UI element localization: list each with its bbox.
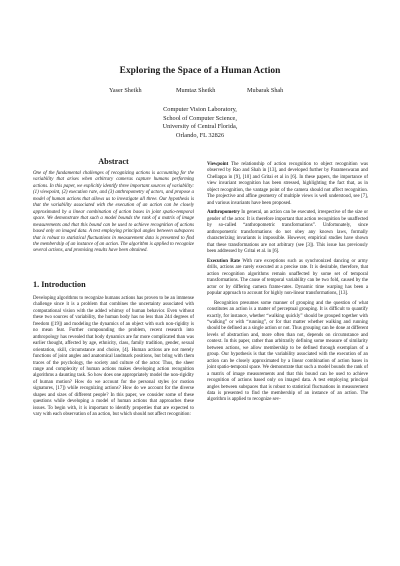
runin-heading: Execution Rate <box>207 258 241 264</box>
paragraph-execution-rate <box>207 259 368 298</box>
author-2: Mumtaz Sheikh <box>176 87 216 94</box>
paragraph-text: With rare exceptions such as synchronized dancing or army drills, actions are rarely executed at a precise rate. It is desirable, therefore, that action recognition algorithms remain unaffected by some set of temporal transformations. The cause of temporal variability can be two fold, caused by the actor or by differing camera frame-rates. Dynamic time warping has been a popular approach to account for highly non-linear transformations, [13]. <box>207 258 368 296</box>
paragraph-recognition <box>207 301 368 404</box>
author-3: Mubarak Shah <box>247 87 284 94</box>
paragraph-text: Recognition presumes some manner of grouping and the question of what constitutes an action is a matter of perceptual grouping. It is difficult to quantify exactly, for instance, whether “walking quickly” should be grouped together with “walking” or with “running”, or for that matter whether walking and running should be defined as a single action or not. Thus grouping can be done at different levels of abstraction and, more often than not, depends on circumstance and context. In this paper, rather than arbitrarily defining some measure of similarity between actions, we allow membership to be defined through exemplars of a group. Our hypothesis is that the variability associated with the execution of an action can be closely approximated by a linear combination of action bases in joint spatio-temporal space. We demonstrate that such a model bounds the rank of a matrix of image measurements and that this bound can be used to achieve recognition of actions based only on imaged data. A test employing principal angles between subspaces that is robust to statistical fluctuations in measurement data is presented to find the membership of an instance of an action. The algorithm is applied to recognize sev- <box>207 300 368 403</box>
section-heading-introduction: 1. Introduction <box>33 280 86 289</box>
abstract-text: One of the fundamental challenges of recognizing actions is accounting for the variability that arises when arbitrary cameras capture humans performing actions. In this paper, we explicitly identify three important sources of variability: (1) viewpoint, (2) execution rate, and (3) anthropometry of actors, and propose a model of human actions that allows us to investigate all three. Our hypothesis is that the variability associated with the execution of an action can be closely approximated by a linear combination of action bases in joint spatio-temporal space. We demonstrate that such a model bounds the rank of a matrix of image measurements and that this bound can be used to achieve recognition of actions based only on imaged data. A test employing principal angles between subspaces that is robust to statistical fluctuations in measurement data is presented to find the membership of an instance of an action. The algorithm is applied to recognize several actions, and promising results have been obtained. <box>33 171 194 254</box>
affiliation-line: Orlando, FL 32826 <box>175 131 225 139</box>
abstract-body <box>33 171 194 258</box>
paper-title: Exploring the Space of a Human Action <box>119 66 281 76</box>
paragraph-text: The relationship of action recognition to object recognition was observed by Rao and Shah in [13], and developed further by Parameswaran and Chellappa in [9], [10] and Gritai et al in [6]. In these papers, the importance of view invariant recognition has been stressed, highlighting the fact that, as in object recognition, the vantage point of the camera should not affect recognition. The projective and affine geometry of multiple views is well understood, see [7], and various invariants have been proposed. <box>207 162 368 206</box>
paragraph-text: In general, an action can be executed, irrespective of the size or gender of the actor. It is therefore important that action recognition be unaffected by so-called “anthropometric transformations”. Unfortunately, since anthropometric transformations do not obey any known laws, formally characterizing invariants is impossible. However, empirical studies have shown that these transformations are not arbitrary (see [3]). This issue has previously been addressed by Gritai et al. in [6]. <box>207 210 368 255</box>
intro-paragraph: Developing algorithms to recognize humans actions has proven to be an immense challenge since it is a problem that combines the uncertainty associated with computational vision with the added whimsy of human behavior. Even without these two sources of variability, the human body has no less than 244 degrees of freedom ([19]) and modeling the dynamics of an object with such non-rigidity is no mean feat. Further compounding the problem, recent research into anthropology has revealed that body dynamics are far more complicated than was earlier thought, affected by age, ethnicity, class, family tradition, gender, sexual orientation, skill, circumstance and choice, [4]. Human actions are not merely functions of joint angles and anatomical landmark positions, but bring with them traces of the psychology, the society and culture of the actor. Thus, the sheer range and complexity of human actions makes developing action recognition algorithms a daunting task. So how does one appropriately model the non-rigidity of human motion? How do we account for the personal styles (or motion signatures, [17]) while recognizing actions? How do we account for the diverse shapes and sizes of different people? In this paper, we consider some of these questions while developing a model of human actions that approaches these issues. To begin with, it is important to identify properties that are expected to vary with each observation of an action, but which should not affect recognition: <box>33 296 194 418</box>
author-1: Yaser Sheikh <box>109 87 142 94</box>
paragraph-anthropometry <box>207 210 368 255</box>
affiliation-line: Computer Vision Laboratory, <box>163 106 237 113</box>
affiliation-line: School of Computer Science, <box>163 114 237 122</box>
introduction-body <box>33 296 194 422</box>
runin-heading: Anthropometry <box>207 210 240 216</box>
affiliation-line: University of Central Florida, <box>162 123 238 130</box>
runin-heading: Viewpoint <box>207 162 229 167</box>
abstract-heading: Abstract <box>98 157 129 166</box>
affiliation <box>0 106 400 140</box>
paragraph-viewpoint <box>207 162 368 207</box>
right-column <box>207 162 368 407</box>
author-list <box>0 87 400 99</box>
